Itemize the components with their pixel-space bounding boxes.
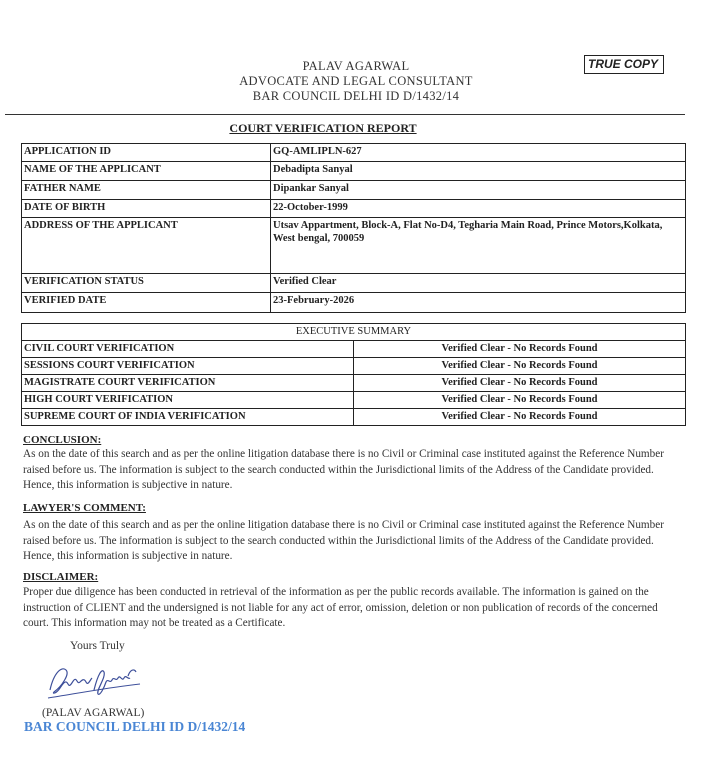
- table-row: [22, 181, 686, 200]
- table-row: [22, 144, 686, 162]
- summary-label: HIGH COURT VERIFICATION: [22, 392, 354, 409]
- summary-label: MAGISTRATE COURT VERIFICATION: [22, 375, 354, 392]
- table-row: [22, 274, 686, 293]
- summary-label: CIVIL COURT VERIFICATION: [22, 341, 354, 358]
- detail-label: ADDRESS OF THE APPLICANT: [22, 218, 271, 274]
- detail-value: 23-February-2026: [271, 293, 686, 313]
- disclaimer-text: Proper due diligence has been conducted in retrieval of the information as per the public records available. The information is gained on the instruction of CLIENT and the undersigned is not liable for any act of error, omission, deletion or non publication of records of the concerned court. This information may not be treated as a Certificate.: [23, 586, 658, 629]
- lawyers-comment-text: As on the date of this search and as per the online litigation database there is no Civil or Criminal case instituted against the Reference Number raised before us. The information is subject to the search conducted within the Jurisdictional limits of the Address of the Candidate provided. Hence, this information is subjective in nature.: [23, 519, 664, 562]
- advocate-bar-id: BAR COUNCIL DELHI ID D/1432/14: [252, 89, 460, 103]
- summary-value: Verified Clear - No Records Found: [354, 358, 686, 375]
- detail-value: Utsav Appartment, Block-A, Flat No-D4, Tegharia Main Road, Prince Motors,Kolkata, West bengal, 700059: [271, 218, 686, 274]
- summary-value: Verified Clear - No Records Found: [354, 392, 686, 409]
- detail-value: GQ-AMLIPLN-627: [271, 144, 686, 162]
- disclaimer-heading: DISCLAIMER:: [23, 571, 99, 583]
- detail-label: FATHER NAME: [22, 181, 271, 200]
- detail-label: VERIFIED DATE: [22, 293, 271, 313]
- table-row: [22, 200, 686, 218]
- executive-summary-table: [21, 323, 686, 426]
- detail-label: NAME OF THE APPLICANT: [22, 162, 271, 181]
- detail-label: VERIFICATION STATUS: [22, 274, 271, 293]
- signatory-bar-id: BAR COUNCIL DELHI ID D/1432/14: [24, 719, 246, 734]
- conclusion-text: As on the date of this search and as per the online litigation database there is no Civil or Criminal case instituted against the Reference Number raised before us. The information is subject to the search conducted within the Jurisdictional limits of the Address of the Candidate provided. Hence, this information is subjective in nature.: [23, 448, 664, 491]
- summary-value: Verified Clear - No Records Found: [354, 375, 686, 392]
- conclusion-heading: CONCLUSION:: [23, 434, 102, 446]
- applicant-details-table: [21, 143, 686, 313]
- table-row: [22, 358, 686, 375]
- detail-value: 22-October-1999: [271, 200, 686, 218]
- table-row: [22, 162, 686, 181]
- advocate-name: PALAV AGARWAL: [302, 59, 410, 73]
- lawyers-comment-heading: LAWYER'S COMMENT:: [23, 502, 146, 514]
- report-title: COURT VERIFICATION REPORT: [229, 121, 417, 135]
- table-row: [22, 392, 686, 409]
- summary-value: Verified Clear - No Records Found: [354, 341, 686, 358]
- summary-label: SUPREME COURT OF INDIA VERIFICATION: [22, 409, 354, 426]
- table-row: [22, 218, 686, 274]
- summary-title: EXECUTIVE SUMMARY: [22, 324, 686, 341]
- signatory-name: (PALAV AGARWAL): [42, 707, 145, 719]
- table-row: [22, 341, 686, 358]
- summary-value: Verified Clear - No Records Found: [354, 409, 686, 426]
- table-row: [22, 409, 686, 426]
- detail-value: Dipankar Sanyal: [271, 181, 686, 200]
- true-copy-stamp: TRUE COPY: [584, 55, 664, 74]
- detail-label: DATE OF BIRTH: [22, 200, 271, 218]
- header-divider: [5, 114, 685, 115]
- detail-value: Verified Clear: [271, 274, 686, 293]
- summary-label: SESSIONS COURT VERIFICATION: [22, 358, 354, 375]
- table-row: [22, 375, 686, 392]
- detail-label: APPLICATION ID: [22, 144, 271, 162]
- table-row: [22, 293, 686, 313]
- detail-value: Debadipta Sanyal: [271, 162, 686, 181]
- signature-image: [44, 660, 144, 702]
- yours-truly: Yours Truly: [70, 640, 125, 652]
- advocate-role: ADVOCATE AND LEGAL CONSULTANT: [239, 74, 473, 88]
- table-row: [22, 324, 686, 341]
